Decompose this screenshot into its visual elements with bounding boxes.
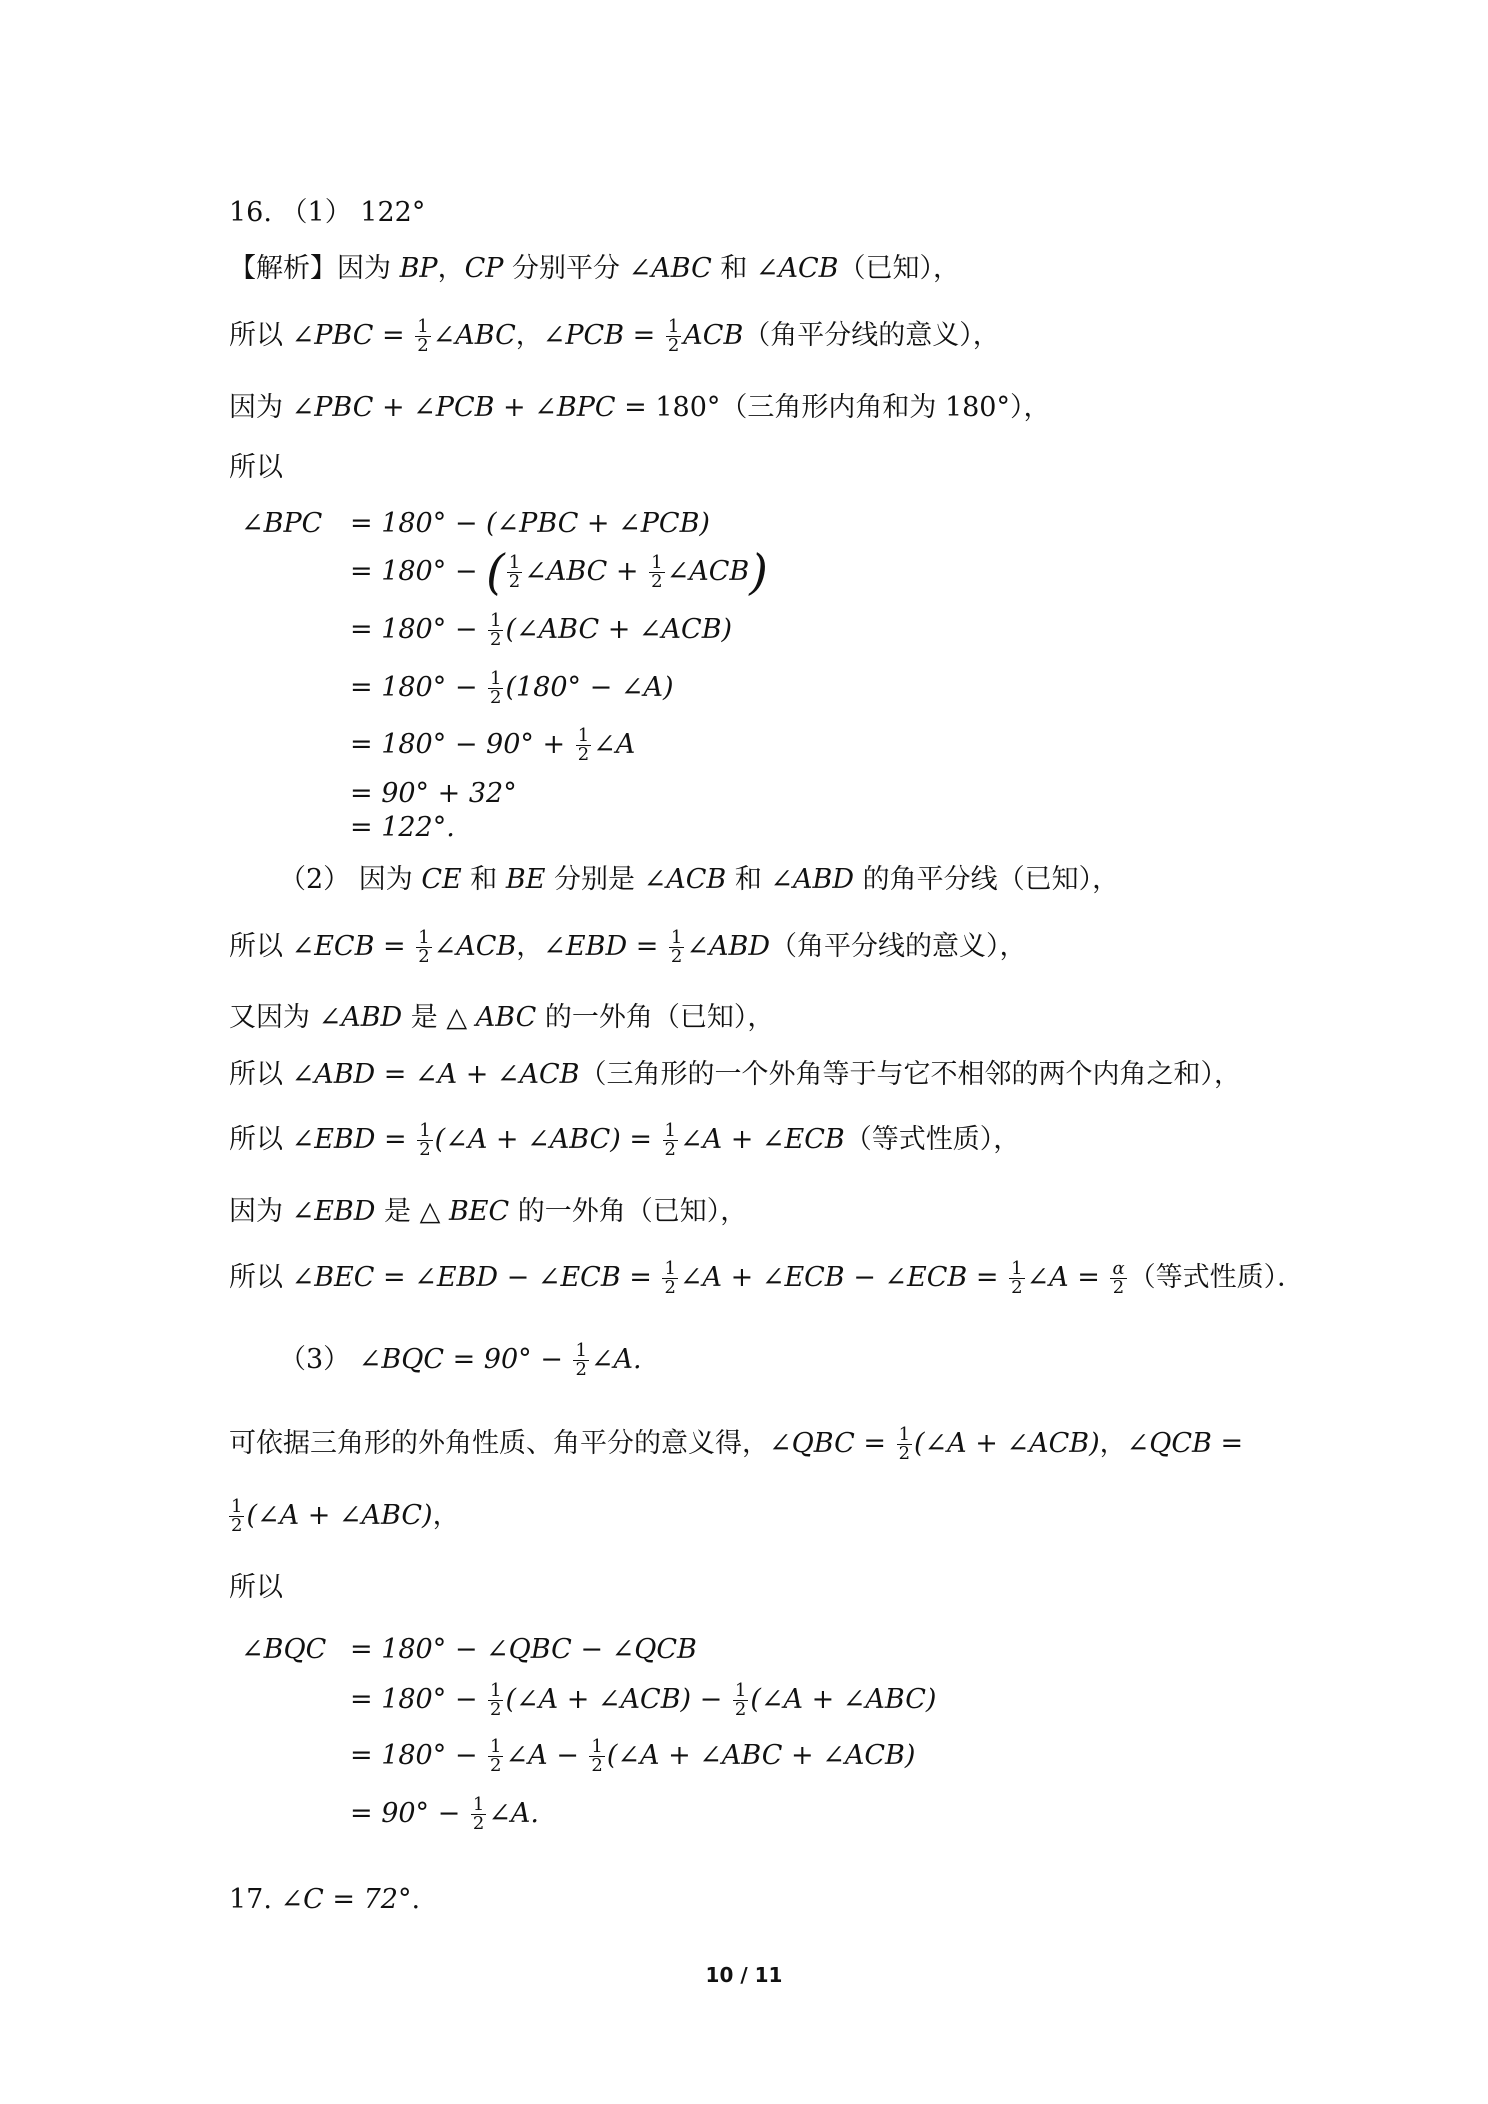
problem-16-heading: 16. （1） 122° bbox=[229, 197, 426, 228]
equation-step-3: = 180° − $\frac{1}{2}$ (180° − ∠A) bbox=[350, 668, 674, 708]
part-2-line-5: 所以 ∠EBD = $\frac{1}{2}$ (∠A + ∠ABC) = $\frac{1}{2}$ ∠A + ∠ECB（等式性质）， bbox=[229, 1120, 1021, 1160]
part-2-line-2: 所以 ∠ECB = $\frac{1}{2}$ ∠ACB，∠EBD = $\frac{1}{2}$ ∠ABD（角平分线的意义）， bbox=[229, 927, 1027, 967]
equation-step-6: = 122°. bbox=[350, 812, 455, 843]
part-2-line-4: 所以 ∠ABD = ∠A + ∠ACB（三角形的一个外角等于与它不相邻的两个内角之和）， bbox=[229, 1059, 1242, 1090]
part-2-line-6: 因为 ∠EBD 是 △ BEC 的一外角（已知）， bbox=[229, 1196, 748, 1227]
analysis-line-2: 所以 ∠PBC = $\frac{1}{2}$ ∠ABC，∠PCB = $\frac{1}{2}$ ACB（角平分线的意义）， bbox=[229, 316, 1000, 356]
equation-2-step-3: = 90° − $\frac{1}{2}$ ∠A. bbox=[350, 1794, 540, 1834]
analysis-line-1: 【解析】因为 BP，CP 分别平分 ∠ABC 和 ∠ACB（已知）， bbox=[229, 253, 961, 284]
equation-step-2: = 180° − $\frac{1}{2}$ (∠ABC + ∠ACB) bbox=[350, 610, 733, 650]
page-number: 10 / 11 bbox=[705, 1963, 783, 1987]
equation-2-step-0: = 180° − ∠QBC − ∠QCB bbox=[350, 1634, 697, 1665]
equation-2-step-1: = 180° − $\frac{1}{2}$ (∠A + ∠ACB) − $\frac{1}{2}$ (∠A + ∠ABC) bbox=[350, 1680, 937, 1720]
analysis-line-4: 所以 bbox=[229, 452, 283, 483]
part-2-line-3: 又因为 ∠ABD 是 △ ABC 的一外角（已知）， bbox=[229, 1002, 775, 1033]
equation-2-step-2: = 180° − $\frac{1}{2}$ ∠A − $\frac{1}{2}$ (∠A + ∠ABC + ∠ACB) bbox=[350, 1736, 916, 1776]
equation-step-1: = 180° − ( $\frac{1}{2}$ ∠ABC + $\frac{1}{2}$ ∠ACB) bbox=[350, 544, 768, 601]
part-3-line-1: （3） ∠BQC = 90° − $\frac{1}{2}$ ∠A. bbox=[279, 1340, 642, 1380]
problem-17-line: 17. ∠C = 72°. bbox=[229, 1884, 421, 1915]
equation-step-4: = 180° − 90° + $\frac{1}{2}$ ∠A bbox=[350, 725, 636, 765]
equation-step-5: = 90° + 32° bbox=[350, 778, 517, 809]
part-3-line-2: 可依据三角形的外角性质、角平分的意义得，∠QBC = $\frac{1}{2}$ (∠A + ∠ACB)，∠QCB = bbox=[229, 1424, 1244, 1464]
part-2-line-1: （2） 因为 CE 和 BE 分别是 ∠ACB 和 ∠ABD 的角平分线（已知）， bbox=[279, 864, 1120, 895]
equation-lhs: ∠BPC bbox=[241, 508, 323, 539]
part-3-line-4: 所以 bbox=[229, 1572, 283, 1603]
part-3-line-3: $\frac{1}{2}$ (∠A + ∠ABC)， bbox=[231, 1496, 460, 1536]
analysis-line-3: 因为 ∠PBC + ∠PCB + ∠BPC = 180°（三角形内角和为 180°）， bbox=[229, 392, 1051, 423]
part-2-line-7: 所以 ∠BEC = ∠EBD − ∠ECB = $\frac{1}{2}$ ∠A + ∠ECB − ∠ECB = $\frac{1}{2}$ ∠A = $\frac{\alpha}{2}$ （等式性质）． bbox=[229, 1258, 1305, 1298]
equation-lhs-2: ∠BQC bbox=[241, 1634, 327, 1665]
equation-step-0: = 180° − (∠PBC + ∠PCB) bbox=[350, 508, 710, 539]
